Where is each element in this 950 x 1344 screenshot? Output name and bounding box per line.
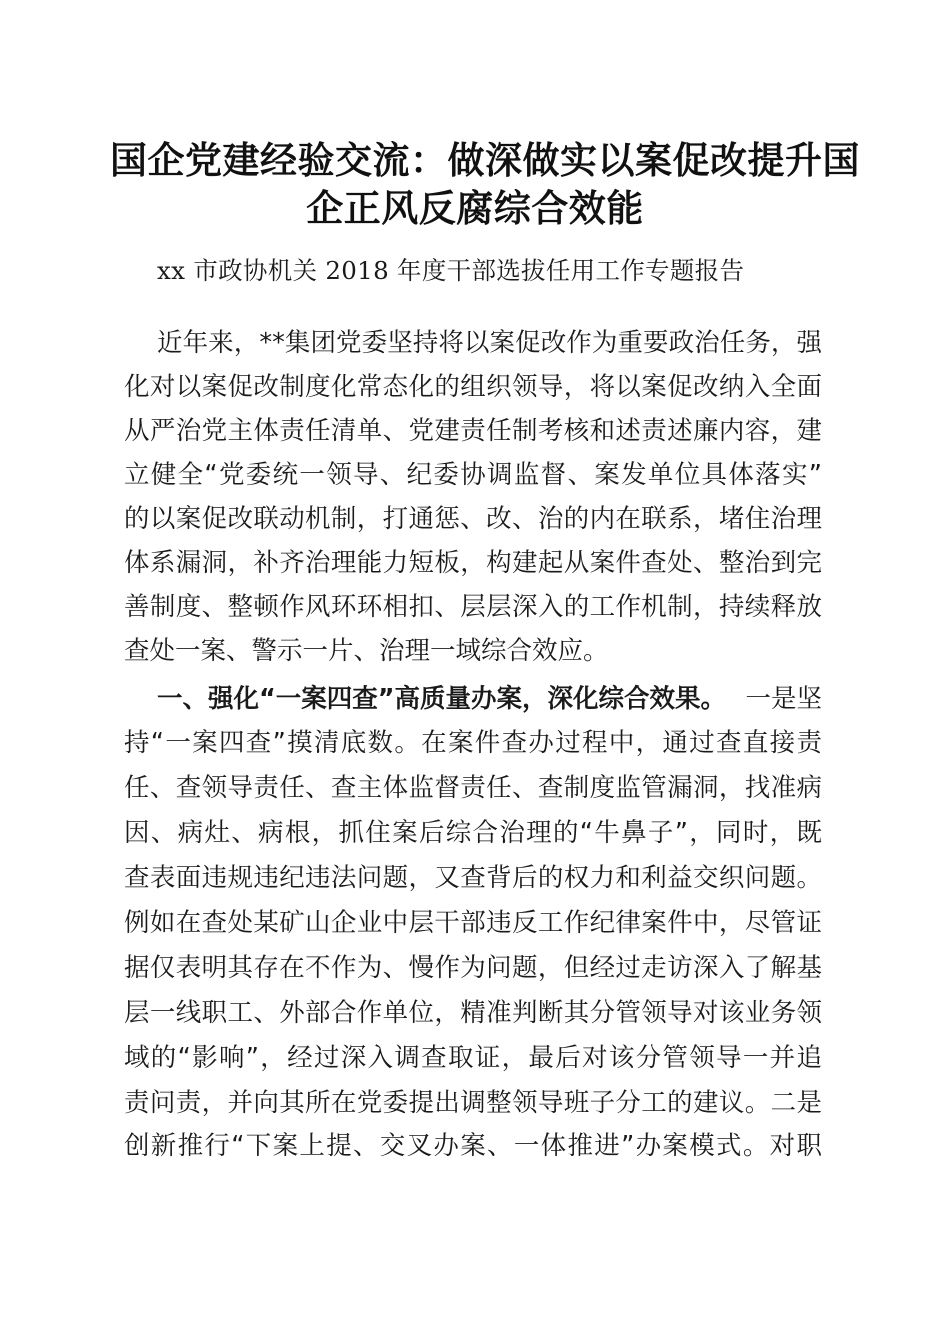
paragraph-2-line: 责问责，并向其所在党委提出调整领导班子分工的建议。二是 <box>124 1088 822 1118</box>
paragraph-1-line: 体系漏洞，补齐治理能力短板，构建起从案件查处、整治到完 <box>124 548 822 578</box>
paragraph-2-line: 任、查领导责任、查主体监督责任、查制度监管漏洞，找准病 <box>124 773 822 803</box>
paragraph-2-line: 域的“影响”，经过深入调查取证，最后对该分管领导一并追 <box>124 1043 822 1073</box>
paragraph-1-line: 立健全“党委统一领导、纪委协调监督、案发单位具体落实” <box>124 460 822 490</box>
paragraph-2-line: 例如在查处某矿山企业中层干部违反工作纪律案件中，尽管证 <box>124 908 822 938</box>
paragraph-2-line: 层一线职工、外部合作单位，精准判断其分管领导对该业务领 <box>124 998 822 1028</box>
section-1-heading-line <box>157 678 822 720</box>
paragraph-2-line: 创新推行“下案上提、交叉办案、一体推进”办案模式。对职 <box>124 1131 822 1161</box>
document-title-line-2: 企正风反腐综合效能 <box>306 186 644 230</box>
paragraph-1-line: 善制度、整顿作风环环相扣、层层深入的工作机制，持续释放 <box>124 592 822 622</box>
paragraph-1-line: 从严治党主体责任清单、党建责任制考核和述责述廉内容，建 <box>124 416 822 446</box>
paragraph-1-line: 近年来，**集团党委坚持将以案促改作为重要政治任务，强 <box>157 328 822 358</box>
section-1-heading: 一、强化“一案四查”高质量办案，深化综合效果。 <box>157 684 727 714</box>
document-title-line-1: 国企党建经验交流：做深做实以案促改提升国 <box>110 138 860 182</box>
paragraph-2-line: 持“一案四查”摸清底数。在案件查办过程中，通过查直接责 <box>124 728 822 758</box>
paragraph-1-line: 查处一案、警示一片、治理一域综合效应。 <box>124 636 609 666</box>
document-subtitle: xx 市政协机关 2018 年度干部选拔任用工作专题报告 <box>157 256 745 285</box>
paragraph-1-line: 化对以案促改制度化常态化的组织领导，将以案促改纳入全面 <box>124 372 822 402</box>
paragraph-2-line: 查表面违规违纪违法问题，又查背后的权力和利益交织问题。 <box>124 863 822 893</box>
paragraph-2-line: 据仅表明其存在不作为、慢作为问题，但经过走访深入了解基 <box>124 953 822 983</box>
section-1-lead: 一是坚 <box>745 684 822 714</box>
paragraph-2-line: 因、病灶、病根，抓住案后综合治理的“牛鼻子”，同时，既 <box>124 818 822 848</box>
paragraph-1-line: 的以案促改联动机制，打通惩、改、治的内在联系，堵住治理 <box>124 504 822 534</box>
